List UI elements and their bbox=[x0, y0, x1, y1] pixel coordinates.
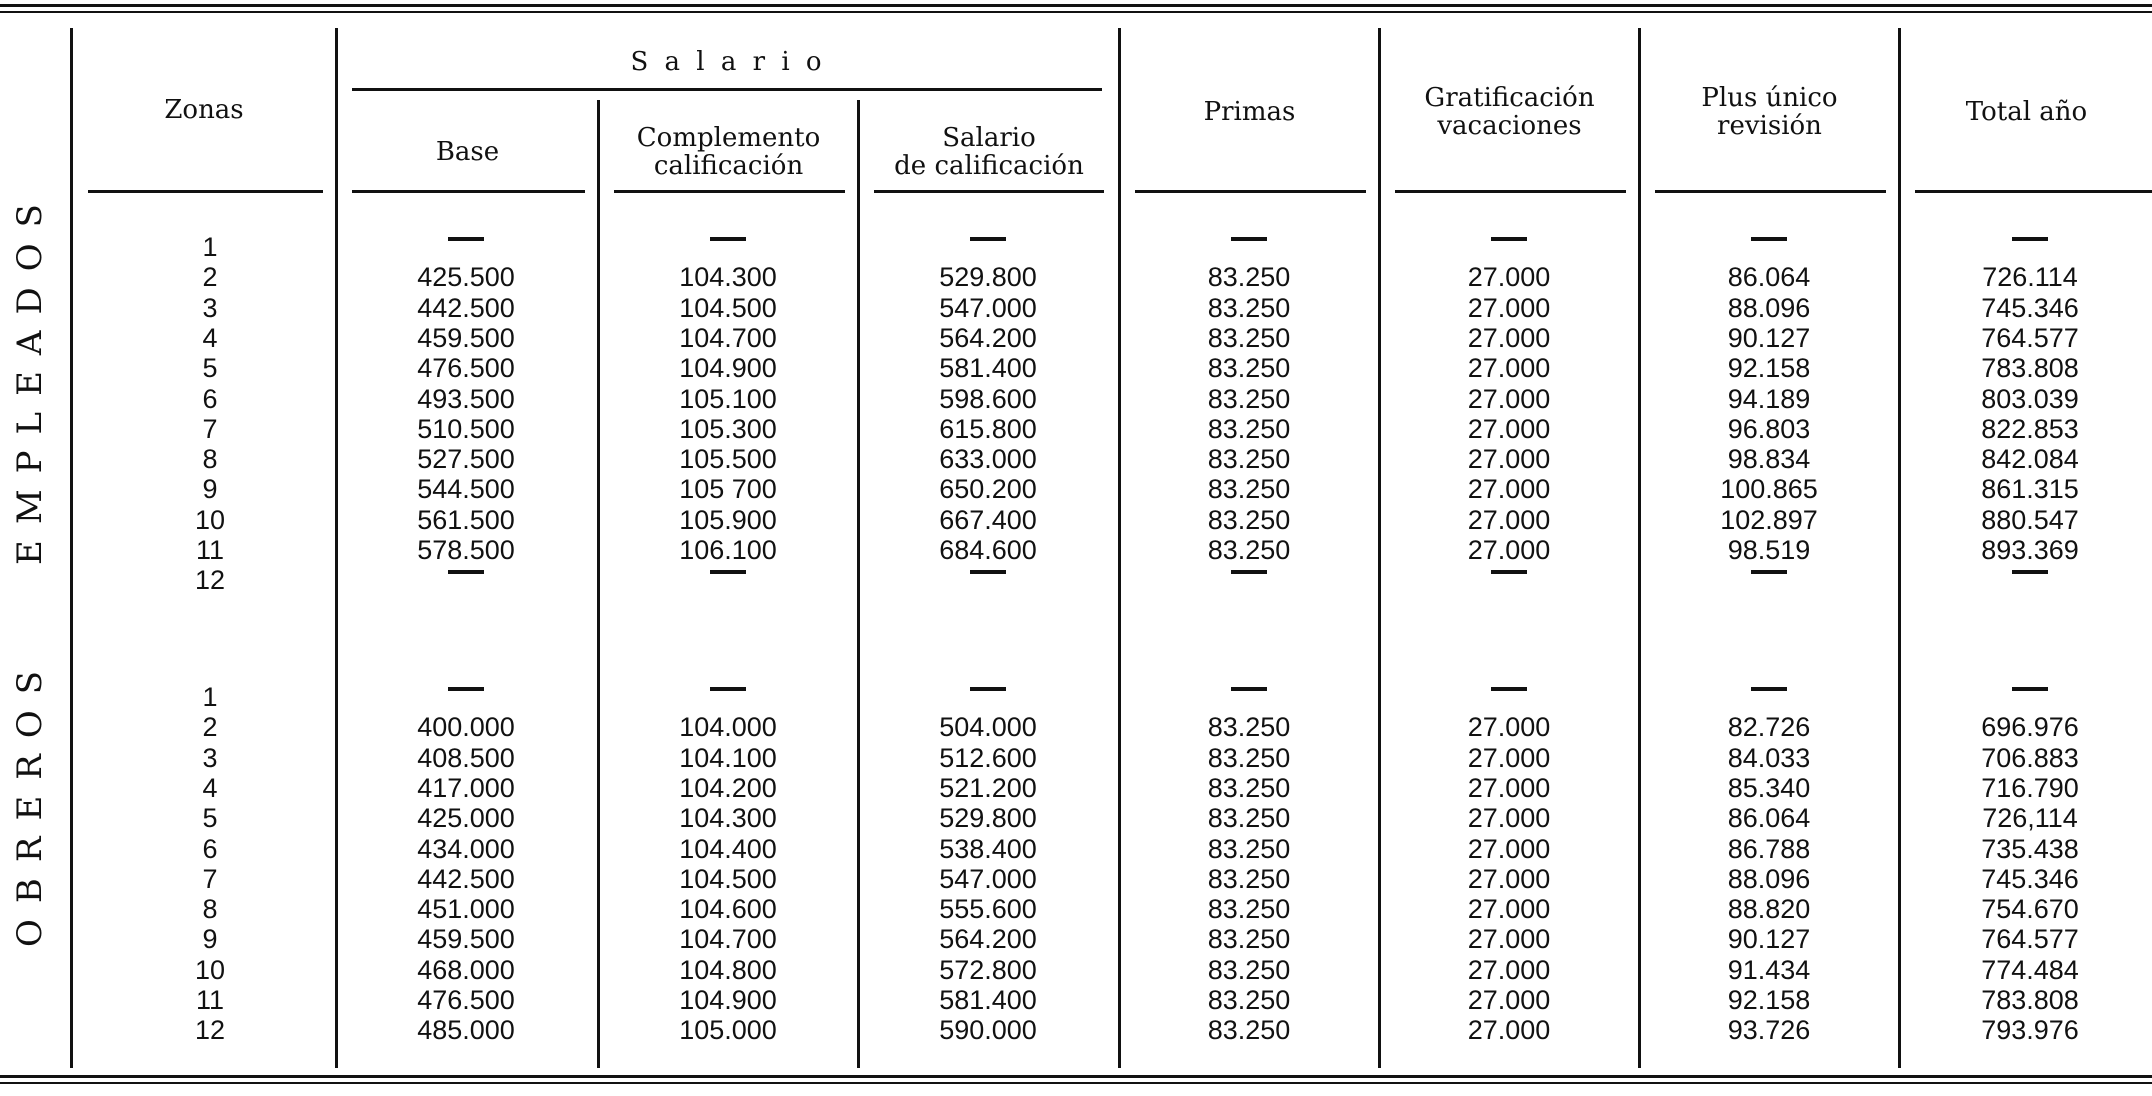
table-cell-plus: 82.726 bbox=[1727, 712, 1811, 743]
zona-number: 9 bbox=[202, 474, 218, 505]
table-cell-gratificacion: 27.000 bbox=[1467, 924, 1551, 955]
header-primas bbox=[1121, 92, 1378, 132]
table-cell-complemento: 105.500 bbox=[679, 444, 777, 475]
table-cell-base: 459.500 bbox=[417, 322, 515, 353]
table-cell-primas: 83.250 bbox=[1207, 292, 1291, 323]
table-cell-complemento: 104.500 bbox=[679, 863, 777, 894]
table-cell-salario: 504.000 bbox=[939, 712, 1037, 743]
zona-number: 4 bbox=[202, 772, 218, 803]
table-cell-total: 696.976 bbox=[1981, 712, 2079, 743]
header-zonas-label: Zonas bbox=[164, 95, 244, 125]
table-cell-base: 459.500 bbox=[417, 924, 515, 955]
table-cell-primas: 83.250 bbox=[1207, 863, 1291, 894]
table-cell-total: 822.853 bbox=[1981, 413, 2079, 444]
table-cell-total: 735.438 bbox=[1981, 833, 2079, 864]
zona-number: 10 bbox=[194, 504, 226, 535]
table-cell-salario: 555.600 bbox=[939, 894, 1037, 925]
empty-dash bbox=[868, 682, 1108, 712]
header-plus-line1: Plus único bbox=[1701, 83, 1838, 113]
empty-dash bbox=[868, 565, 1108, 595]
table-cell-complemento: 104.900 bbox=[679, 985, 777, 1015]
table-cell-primas: 83.250 bbox=[1207, 1015, 1291, 1046]
zona-number: 12 bbox=[194, 1015, 226, 1046]
table-cell-complemento: 104.100 bbox=[679, 742, 777, 773]
column-divider bbox=[70, 28, 73, 1068]
zona-number: 5 bbox=[202, 353, 218, 384]
table-cell-complemento: 104.500 bbox=[679, 292, 777, 323]
zona-number: 6 bbox=[202, 833, 218, 864]
header-complemento bbox=[600, 122, 857, 182]
header-underline bbox=[614, 190, 845, 193]
table-cell-plus: 98.519 bbox=[1727, 535, 1811, 565]
table-cell-plus: 92.158 bbox=[1727, 985, 1811, 1015]
zona-number: 3 bbox=[202, 742, 218, 773]
table-cell-base: 476.500 bbox=[417, 353, 515, 384]
header-underline bbox=[352, 190, 585, 193]
table-cell-gratificacion: 27.000 bbox=[1467, 863, 1551, 894]
table-cell-gratificacion: 27.000 bbox=[1467, 712, 1551, 743]
table-cell-gratificacion: 27.000 bbox=[1467, 803, 1551, 834]
table-cell-gratificacion: 27.000 bbox=[1467, 383, 1551, 414]
column-divider bbox=[1378, 28, 1381, 1068]
table-cell-base: 434.000 bbox=[417, 833, 515, 864]
table-cell-base: 442.500 bbox=[417, 292, 515, 323]
column-divider bbox=[335, 28, 338, 1068]
zona-number: 11 bbox=[195, 985, 225, 1015]
table-cell-primas: 83.250 bbox=[1207, 924, 1291, 955]
table-cell-total: 745.346 bbox=[1981, 292, 2079, 323]
table-cell-gratificacion: 27.000 bbox=[1467, 894, 1551, 925]
table-cell-base: 408.500 bbox=[417, 742, 515, 773]
table-cell-total: 783.808 bbox=[1981, 353, 2079, 384]
column-divider bbox=[857, 100, 860, 1068]
empty-dash bbox=[1910, 682, 2150, 712]
table-cell-gratificacion: 27.000 bbox=[1467, 535, 1551, 565]
table-cell-plus: 98.834 bbox=[1727, 444, 1811, 475]
table-cell-total: 726,114 bbox=[1982, 803, 2078, 834]
table-cell-primas: 83.250 bbox=[1207, 413, 1291, 444]
table-cell-complemento: 106.100 bbox=[679, 535, 777, 565]
table-cell-salario: 581.400 bbox=[939, 985, 1037, 1015]
header-gratif-line1: Gratificación bbox=[1424, 83, 1595, 113]
table-cell-gratificacion: 27.000 bbox=[1467, 322, 1551, 353]
table-cell-salario: 650.200 bbox=[939, 474, 1037, 505]
empty-dash bbox=[346, 682, 586, 712]
table-cell-salario: 512.600 bbox=[939, 742, 1037, 773]
bottom-rule bbox=[0, 1075, 2152, 1078]
table-cell-salario: 547.000 bbox=[939, 863, 1037, 894]
table-cell-plus: 88.096 bbox=[1727, 863, 1811, 894]
table-cell-gratificacion: 27.000 bbox=[1467, 413, 1551, 444]
table-cell-gratificacion: 27.000 bbox=[1467, 833, 1551, 864]
table-cell-base: 417.000 bbox=[417, 772, 515, 803]
header-primas-label: Primas bbox=[1203, 97, 1296, 127]
header-plus-line2: revisión bbox=[1717, 111, 1822, 141]
zona-number: 6 bbox=[202, 383, 218, 414]
header-total bbox=[1901, 92, 2152, 132]
table-cell-primas: 83.250 bbox=[1207, 712, 1291, 743]
table-cell-base: 544.500 bbox=[417, 474, 515, 505]
empty-dash bbox=[1649, 682, 1889, 712]
table-cell-base: 493.500 bbox=[417, 383, 515, 414]
empty-dash bbox=[608, 682, 848, 712]
table-cell-complemento: 105.900 bbox=[679, 504, 777, 535]
header-underline bbox=[1135, 190, 1366, 193]
empty-dash bbox=[1389, 565, 1629, 595]
table-cell-total: 803.039 bbox=[1981, 383, 2079, 414]
table-cell-total: 842.084 bbox=[1981, 444, 2079, 475]
header-gratif-line2: vacaciones bbox=[1437, 111, 1582, 141]
table-cell-primas: 83.250 bbox=[1207, 262, 1291, 293]
table-cell-plus: 94.189 bbox=[1727, 383, 1811, 414]
header-underline bbox=[1395, 190, 1626, 193]
table-cell-complemento: 105.300 bbox=[679, 413, 777, 444]
table-cell-total: 880.547 bbox=[1981, 504, 2079, 535]
table-cell-complemento: 104.600 bbox=[679, 894, 777, 925]
table-cell-primas: 83.250 bbox=[1207, 322, 1291, 353]
empty-dash bbox=[1129, 232, 1369, 262]
table-cell-total: 726.114 bbox=[1982, 262, 2078, 293]
header-underline bbox=[88, 190, 323, 193]
table-cell-salario: 521.200 bbox=[939, 772, 1037, 803]
table-cell-plus: 102.897 bbox=[1720, 504, 1818, 535]
table-cell-complemento: 104.300 bbox=[679, 262, 777, 293]
table-cell-base: 527.500 bbox=[417, 444, 515, 475]
empty-dash bbox=[346, 232, 586, 262]
zona-number: 9 bbox=[202, 924, 218, 955]
header-salario-calificacion bbox=[860, 122, 1118, 182]
table-cell-salario: 633.000 bbox=[939, 444, 1037, 475]
zona-number: 7 bbox=[202, 863, 218, 894]
empty-dash bbox=[608, 565, 848, 595]
table-cell-complemento: 104.700 bbox=[679, 322, 777, 353]
table-cell-primas: 83.250 bbox=[1207, 353, 1291, 384]
table-cell-primas: 83.250 bbox=[1207, 504, 1291, 535]
table-cell-primas: 83.250 bbox=[1207, 742, 1291, 773]
table-cell-plus: 91.434 bbox=[1727, 954, 1811, 985]
table-cell-salario: 615.800 bbox=[939, 413, 1037, 444]
header-total-label: Total año bbox=[1965, 97, 2088, 127]
table-cell-gratificacion: 27.000 bbox=[1467, 353, 1551, 384]
zona-number: 5 bbox=[202, 803, 218, 834]
column-divider bbox=[1118, 28, 1121, 1068]
zona-number: 2 bbox=[202, 262, 218, 293]
table-cell-salario: 564.200 bbox=[939, 924, 1037, 955]
table-cell-base: 578.500 bbox=[417, 535, 515, 565]
header-plus bbox=[1641, 82, 1898, 142]
table-cell-complemento: 104.800 bbox=[679, 954, 777, 985]
empty-dash bbox=[1129, 682, 1369, 712]
table-cell-salario: 547.000 bbox=[939, 292, 1037, 323]
table-cell-total: 716.790 bbox=[1981, 772, 2079, 803]
table-cell-gratificacion: 27.000 bbox=[1467, 292, 1551, 323]
table-cell-gratificacion: 27.000 bbox=[1467, 772, 1551, 803]
header-salario-calif-line1: Salario bbox=[942, 123, 1036, 153]
table-cell-complemento: 105.100 bbox=[679, 383, 777, 414]
table-cell-total: 893.369 bbox=[1981, 535, 2079, 565]
zona-number: 4 bbox=[202, 322, 218, 353]
zona-number: 7 bbox=[202, 413, 218, 444]
table-cell-primas: 83.250 bbox=[1207, 383, 1291, 414]
header-base bbox=[338, 132, 597, 172]
table-cell-total: 764.577 bbox=[1981, 322, 2079, 353]
table-cell-salario: 529.800 bbox=[939, 262, 1037, 293]
header-complemento-line1: Complemento bbox=[636, 123, 821, 153]
table-cell-gratificacion: 27.000 bbox=[1467, 742, 1551, 773]
table-cell-total: 706.883 bbox=[1981, 742, 2079, 773]
table-cell-primas: 83.250 bbox=[1207, 474, 1291, 505]
table-cell-gratificacion: 27.000 bbox=[1467, 1015, 1551, 1046]
table-cell-gratificacion: 27.000 bbox=[1467, 444, 1551, 475]
header-zonas bbox=[73, 90, 335, 130]
top-rule-thin bbox=[0, 11, 2152, 13]
column-divider bbox=[1898, 28, 1901, 1068]
table-cell-base: 451.000 bbox=[417, 894, 515, 925]
zona-number: 1 bbox=[202, 682, 218, 712]
header-underline bbox=[1915, 190, 2152, 193]
table-cell-salario: 564.200 bbox=[939, 322, 1037, 353]
table-cell-plus: 90.127 bbox=[1727, 322, 1811, 353]
column-divider bbox=[597, 100, 600, 1068]
table-cell-plus: 85.340 bbox=[1727, 772, 1811, 803]
table-cell-plus: 86.788 bbox=[1727, 833, 1811, 864]
empty-dash bbox=[1649, 232, 1889, 262]
table-cell-gratificacion: 27.000 bbox=[1467, 504, 1551, 535]
table-cell-gratificacion: 27.000 bbox=[1467, 262, 1551, 293]
table-cell-base: 468.000 bbox=[417, 954, 515, 985]
column-divider bbox=[1638, 28, 1641, 1068]
header-underline bbox=[1655, 190, 1886, 193]
empty-dash bbox=[1910, 565, 2150, 595]
table-cell-salario: 581.400 bbox=[939, 353, 1037, 384]
table-cell-complemento: 104.900 bbox=[679, 353, 777, 384]
bottom-rule-thin bbox=[0, 1082, 2152, 1084]
table-cell-primas: 83.250 bbox=[1207, 803, 1291, 834]
table-cell-complemento: 104.300 bbox=[679, 803, 777, 834]
table-cell-plus: 93.726 bbox=[1727, 1015, 1811, 1046]
header-salario bbox=[338, 42, 1118, 82]
table-cell-plus: 90.127 bbox=[1727, 924, 1811, 955]
table-cell-base: 485.000 bbox=[417, 1015, 515, 1046]
empty-dash bbox=[868, 232, 1108, 262]
table-cell-total: 754.670 bbox=[1981, 894, 2079, 925]
table-cell-plus: 88.820 bbox=[1727, 894, 1811, 925]
table-cell-salario: 529.800 bbox=[939, 803, 1037, 834]
zona-number: 12 bbox=[194, 565, 226, 596]
table-cell-complemento: 105 700 bbox=[679, 474, 777, 505]
table-cell-salario: 667.400 bbox=[939, 504, 1037, 535]
table-cell-gratificacion: 27.000 bbox=[1467, 954, 1551, 985]
empty-dash bbox=[346, 565, 586, 595]
table-cell-gratificacion: 27.000 bbox=[1467, 474, 1551, 505]
table-cell-salario: 538.400 bbox=[939, 833, 1037, 864]
table-cell-plus: 92.158 bbox=[1727, 353, 1811, 384]
table-cell-base: 442.500 bbox=[417, 863, 515, 894]
table-cell-primas: 83.250 bbox=[1207, 894, 1291, 925]
table-cell-base: 561.500 bbox=[417, 504, 515, 535]
table-cell-plus: 100.865 bbox=[1720, 474, 1818, 505]
zona-number: 8 bbox=[202, 444, 218, 475]
table-cell-salario: 598.600 bbox=[939, 383, 1037, 414]
zona-number: 8 bbox=[202, 894, 218, 925]
zona-number: 10 bbox=[194, 954, 226, 985]
table-cell-complemento: 104.700 bbox=[679, 924, 777, 955]
table-cell-plus: 84.033 bbox=[1727, 742, 1811, 773]
table-cell-plus: 88.096 bbox=[1727, 292, 1811, 323]
table-cell-complemento: 105.000 bbox=[679, 1015, 777, 1046]
table-cell-plus: 96.803 bbox=[1727, 413, 1811, 444]
table-cell-salario: 572.800 bbox=[939, 954, 1037, 985]
group-label-obreros: OBREROS bbox=[10, 654, 50, 947]
table-cell-total: 793.976 bbox=[1981, 1015, 2079, 1046]
empty-dash bbox=[1910, 232, 2150, 262]
empty-dash bbox=[608, 232, 848, 262]
top-rule bbox=[0, 4, 2152, 7]
zona-number: 1 bbox=[202, 232, 218, 262]
table-cell-primas: 83.250 bbox=[1207, 535, 1291, 565]
header-gratificacion bbox=[1381, 82, 1638, 142]
table-cell-salario: 590.000 bbox=[939, 1015, 1037, 1046]
table-cell-complemento: 104.000 bbox=[679, 712, 777, 743]
group-label-empleados: EMPLEADOS bbox=[10, 188, 50, 565]
zona-number: 3 bbox=[202, 292, 218, 323]
table-cell-base: 425.500 bbox=[417, 262, 515, 293]
empty-dash bbox=[1649, 565, 1889, 595]
header-complemento-line2: calificación bbox=[653, 151, 804, 181]
header-base-label: Base bbox=[435, 137, 500, 167]
table-cell-total: 861.315 bbox=[1981, 474, 2079, 505]
table-cell-complemento: 104.400 bbox=[679, 833, 777, 864]
table-cell-primas: 83.250 bbox=[1207, 954, 1291, 985]
table-cell-total: 783.808 bbox=[1981, 985, 2079, 1015]
salario-underline bbox=[352, 88, 1102, 91]
table-cell-plus: 86.064 bbox=[1727, 262, 1811, 293]
table-cell-base: 425.000 bbox=[417, 803, 515, 834]
table-cell-primas: 83.250 bbox=[1207, 985, 1291, 1015]
table-cell-base: 400.000 bbox=[417, 712, 515, 743]
table-cell-salario: 684.600 bbox=[939, 535, 1037, 565]
table-cell-total: 764.577 bbox=[1981, 924, 2079, 955]
zona-number: 11 bbox=[195, 535, 225, 565]
table-cell-base: 476.500 bbox=[417, 985, 515, 1015]
table-cell-base: 510.500 bbox=[417, 413, 515, 444]
table-cell-total: 774.484 bbox=[1981, 954, 2079, 985]
table-cell-primas: 83.250 bbox=[1207, 444, 1291, 475]
table-cell-total: 745.346 bbox=[1981, 863, 2079, 894]
header-salario-calif-line2: de calificación bbox=[894, 151, 1084, 181]
table-cell-primas: 83.250 bbox=[1207, 772, 1291, 803]
zona-number: 2 bbox=[202, 712, 218, 743]
table-cell-primas: 83.250 bbox=[1207, 833, 1291, 864]
header-salario-label: S a l a r i o bbox=[630, 47, 826, 77]
empty-dash bbox=[1389, 682, 1629, 712]
header-underline bbox=[874, 190, 1104, 193]
empty-dash bbox=[1389, 232, 1629, 262]
table-cell-complemento: 104.200 bbox=[679, 772, 777, 803]
table-cell-plus: 86.064 bbox=[1727, 803, 1811, 834]
table-cell-gratificacion: 27.000 bbox=[1467, 985, 1551, 1015]
empty-dash bbox=[1129, 565, 1369, 595]
